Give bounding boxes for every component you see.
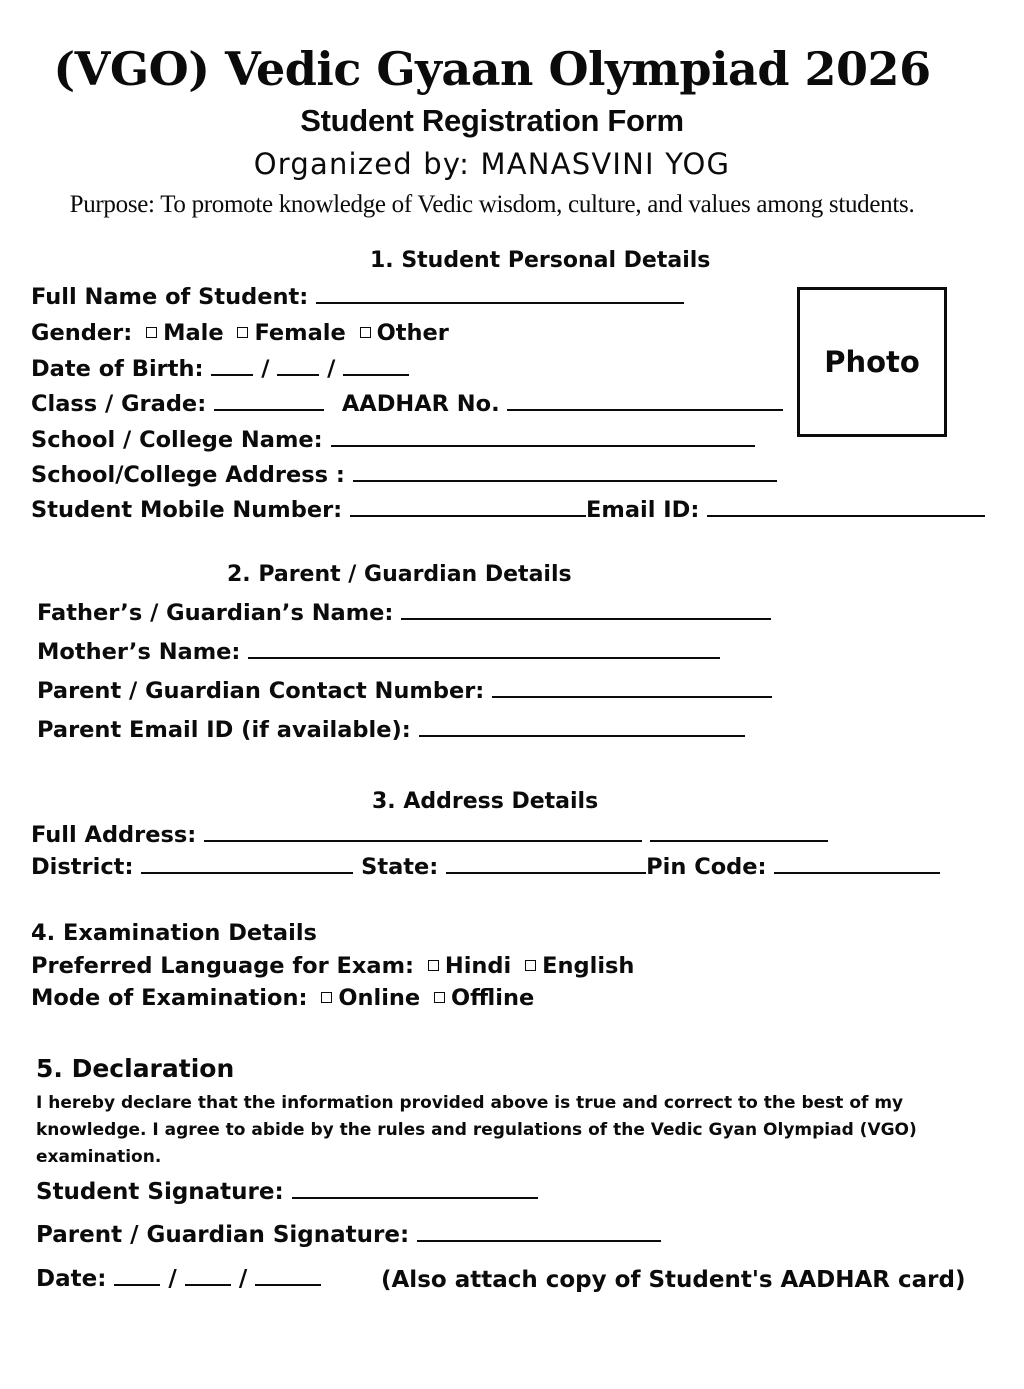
full-name-label: Full Name of Student:	[31, 284, 309, 310]
parent-signature-blank[interactable]	[417, 1222, 661, 1242]
school-address-blank[interactable]	[353, 462, 777, 482]
photo-label: Photo	[824, 345, 920, 379]
mobile-email-row	[31, 497, 985, 523]
district-blank[interactable]	[141, 854, 353, 874]
gender-male-label: Male	[163, 320, 224, 346]
school-address-label: School/College Address :	[31, 462, 345, 488]
parent-contact-label: Parent / Guardian Contact Number:	[37, 678, 485, 704]
email-blank[interactable]	[707, 497, 985, 517]
form-subtitle: Student Registration Form	[300, 103, 684, 138]
date-row: Date: / /	[36, 1266, 321, 1292]
parent-email-row	[37, 717, 745, 743]
full-name-row	[31, 284, 684, 310]
parent-contact-row	[37, 678, 772, 704]
form-title: (VGO) Vedic Gyaan Olympiad 2026	[53, 42, 931, 96]
date-month-blank[interactable]	[185, 1266, 231, 1286]
mode-row	[31, 985, 534, 1011]
language-label: Preferred Language for Exam:	[31, 953, 415, 979]
student-signature-row	[36, 1179, 538, 1205]
dob-row: Date of Birth: / /	[31, 356, 409, 382]
mode-online-checkbox[interactable]	[321, 992, 332, 1003]
dob-label: Date of Birth:	[31, 356, 204, 382]
school-name-label: School / College Name:	[31, 427, 323, 453]
section-4-heading: 4. Examination Details	[31, 920, 317, 946]
language-hindi-checkbox[interactable]	[428, 960, 439, 971]
parent-signature-label: Parent / Guardian Signature:	[36, 1222, 410, 1248]
dob-year-blank[interactable]	[343, 356, 409, 376]
class-label: Class / Grade:	[31, 391, 207, 417]
class-blank[interactable]	[214, 391, 324, 411]
gender-female-checkbox[interactable]	[237, 327, 248, 338]
date-label: Date:	[36, 1266, 107, 1292]
gender-row	[31, 320, 449, 346]
language-row	[31, 953, 634, 979]
mother-name-blank[interactable]	[248, 639, 720, 659]
district-state-pin-row	[31, 854, 940, 880]
father-name-row	[37, 600, 771, 626]
state-blank[interactable]	[446, 854, 646, 874]
section-3-heading: 3. Address Details	[372, 789, 599, 814]
dob-month-blank[interactable]	[277, 356, 319, 376]
mobile-label: Student Mobile Number:	[31, 497, 343, 523]
mode-offline-checkbox[interactable]	[434, 992, 445, 1003]
section-2-heading: 2. Parent / Guardian Details	[227, 562, 572, 587]
full-address-label: Full Address:	[31, 822, 197, 848]
date-year-blank[interactable]	[255, 1266, 321, 1286]
parent-email-label: Parent Email ID (if available):	[37, 717, 411, 743]
mobile-blank[interactable]	[350, 497, 586, 517]
language-english-label: English	[542, 953, 635, 979]
language-hindi-label: Hindi	[444, 953, 512, 979]
pin-blank[interactable]	[774, 854, 940, 874]
student-signature-label: Student Signature:	[36, 1179, 284, 1205]
aadhar-attach-note: (Also attach copy of Student's AADHAR card)	[381, 1267, 966, 1293]
school-name-row	[31, 427, 755, 453]
full-address-row	[31, 822, 828, 848]
mode-online-label: Online	[338, 985, 421, 1011]
section-1-heading: 1. Student Personal Details	[370, 248, 711, 273]
student-signature-blank[interactable]	[292, 1179, 538, 1199]
gender-female-label: Female	[254, 320, 346, 346]
father-name-label: Father’s / Guardian’s Name:	[37, 600, 394, 626]
class-aadhar-row	[31, 391, 783, 417]
organizer-line: Organized by: MANASVINI YOG	[253, 147, 731, 181]
language-english-checkbox[interactable]	[525, 960, 536, 971]
pin-label: Pin Code:	[646, 854, 767, 880]
mode-offline-label: Offline	[451, 985, 535, 1011]
parent-signature-row	[36, 1222, 661, 1248]
mode-label: Mode of Examination:	[31, 985, 308, 1011]
parent-email-blank[interactable]	[419, 717, 745, 737]
district-label: District:	[31, 854, 134, 880]
email-label: Email ID:	[586, 497, 700, 523]
mother-name-row	[37, 639, 720, 665]
aadhar-blank[interactable]	[507, 391, 783, 411]
aadhar-label: AADHAR No.	[341, 391, 500, 417]
school-address-row	[31, 462, 777, 488]
date-day-blank[interactable]	[114, 1266, 160, 1286]
gender-other-checkbox[interactable]	[360, 327, 371, 338]
declaration-text: I hereby declare that the information provided above is true and correct to the best of my knowledge. I agree to abide by the rules and regulations of the Vedic Gyan Olympiad (VGO) examination.	[36, 1093, 917, 1167]
photo-box[interactable]	[797, 287, 947, 437]
gender-other-label: Other	[376, 320, 449, 346]
parent-contact-blank[interactable]	[492, 678, 772, 698]
purpose-line: Purpose: To promote knowledge of Vedic wisdom, culture, and values among students.	[69, 191, 915, 218]
school-name-blank[interactable]	[331, 427, 755, 447]
mother-name-label: Mother’s Name:	[37, 639, 241, 665]
full-address-blank-2[interactable]	[650, 822, 828, 842]
father-name-blank[interactable]	[401, 600, 771, 620]
state-label: State:	[361, 854, 439, 880]
full-address-blank-1[interactable]	[204, 822, 642, 842]
section-5-heading: 5. Declaration	[36, 1054, 235, 1083]
full-name-blank[interactable]	[316, 284, 684, 304]
gender-male-checkbox[interactable]	[146, 327, 157, 338]
gender-label: Gender:	[31, 320, 133, 346]
dob-day-blank[interactable]	[211, 356, 253, 376]
